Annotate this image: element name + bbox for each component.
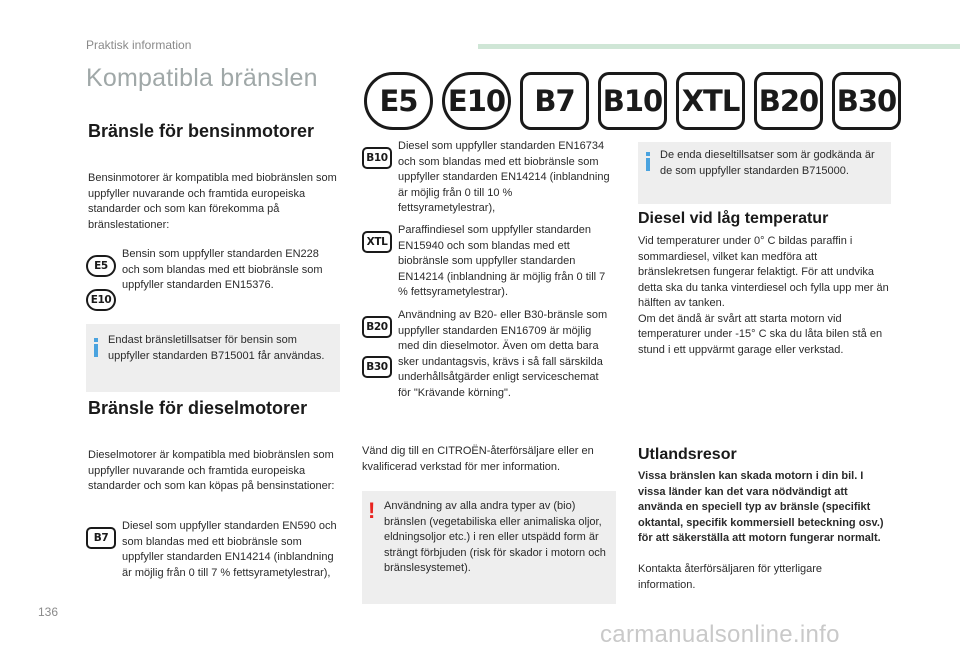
- low-temp-text: Vid temperaturer under 0° C bildas paraffin i sommardiesel, vilket kan medföra att bränslekretsen fungerar felaktigt. För att undvika detta ska du tanka vinterdiesel och fylla upp mer än hälften av tanken. Om det ändå är svårt att starta motorn vid temperaturer under -15° C ska du låta bilen stå en stund i ett uppvärmt garage eller verkstad.: [638, 235, 889, 356]
- diesel-additive-box: [638, 142, 891, 204]
- diesel-heading: Bränsle för dieselmotorer: [88, 398, 308, 418]
- diesel-additive-note: De enda dieseltillsatser som är godkända är de som uppfyller standarden B715000.: [660, 149, 875, 177]
- section-label: Praktisk information: [86, 38, 192, 52]
- fuel-badge-row: [364, 72, 901, 130]
- dealer-text: Vänd dig till en CITROËN-återförsäljare eller en kvalificerad verkstad för mer information.: [362, 445, 594, 473]
- diesel-b20-b30-text: Användning av B20- eller B30-bränsle som uppfyller standarden EN16709 är möjlig med din dieselmotor. Även om detta bara sker undantagsvis, krävs i så fall särskilda underhållsåtgärder enligt serviceschemat för "Krävande körning".: [398, 309, 608, 399]
- diesel-badge-b7: B7: [86, 527, 116, 549]
- petrol-heading: Bränsle för bensinmotorer: [88, 121, 315, 141]
- fuel-badge-e10: E10: [442, 72, 511, 130]
- info-icon: [646, 152, 650, 171]
- petrol-badge-e10: E10: [86, 289, 116, 311]
- petrol-badge-e5: E5: [86, 255, 116, 277]
- abroad-bold-text: Vissa bränslen kan skada motorn i din bil. I vissa länder kan det vara nödvändigt att använda en speciell typ av bränsle (specifikt oktantal, specifik kommersiell beteckning osv.) för att säkerställa att motorn fungerar normalt.: [638, 470, 884, 544]
- fuel-badge-b10: B10: [598, 72, 667, 130]
- diesel-b10-text: Diesel som uppfyller standarden EN16734 och som blandas med ett biobränsle som uppfyller standarden EN14214 (inblandning är möjlig från 0 till 10 % fettsyrametylestrar),: [398, 140, 610, 214]
- abroad-text: Kontakta återförsäljaren för ytterligare information.: [638, 563, 823, 591]
- fuel-badge-xtl: XTL: [676, 72, 745, 130]
- warning-box: [362, 491, 616, 604]
- diesel-xtl-text: Paraffindiesel som uppfyller standarden EN15940 och som blandas med ett biobränsle som uppfyller standarden EN14214 (inblandning är möjlig från 0 till 7 % fettsyrametylestrar).: [398, 224, 606, 298]
- fuel-badge-b7: B7: [520, 72, 589, 130]
- warning-icon: !: [368, 498, 376, 523]
- fuel-badge-e5: E5: [364, 72, 433, 130]
- petrol-spec: Bensin som uppfyller standarden EN228 och som blandas med ett biobränsle som uppfyller standarden EN15376.: [122, 248, 323, 291]
- abroad-heading: Utlandsresor: [638, 446, 737, 463]
- fuel-badge-b20: B20: [754, 72, 823, 130]
- header-accent-bar: [478, 44, 960, 49]
- warning-text: Användning av alla andra typer av (bio) bränslen (vegetabiliska eller animaliska oljor, eldningsoljor etc.) i ren eller utspädd form är strängt förbjuden (risk för skador i motorn och bränslesystemet).: [384, 500, 606, 574]
- diesel-badge-xtl: XTL: [362, 231, 392, 253]
- watermark: carmanualsonline.info: [600, 621, 840, 648]
- fuel-badge-b30: B30: [832, 72, 901, 130]
- diesel-badge-b30: B30: [362, 356, 392, 378]
- diesel-b7-text: Diesel som uppfyller standarden EN590 och som blandas med ett biobränsle som uppfyller standarden EN14214 (inblandning är möjlig från 0 till 7 % fettsyrametylestrar),: [122, 520, 337, 579]
- petrol-intro: Bensinmotorer är kompatibla med biobränslen som uppfyller nuvarande och framtida europeiska standarder och som kan förekomma på bränslestationer:: [88, 172, 337, 231]
- petrol-note: Endast bränsletillsatser för bensin som uppfyller standarden B715001 får användas.: [108, 334, 325, 362]
- info-icon: [94, 338, 98, 357]
- diesel-intro: Dieselmotorer är kompatibla med biobränslen som uppfyller nuvarande och framtida europeiska standarder och som kan köpas på bensinstationer:: [88, 449, 335, 492]
- page-number: 136: [38, 605, 59, 619]
- low-temp-heading: Diesel vid låg temperatur: [638, 210, 829, 227]
- diesel-badge-b10: B10: [362, 147, 392, 169]
- page-title: Kompatibla bränslen: [86, 64, 318, 92]
- petrol-note-box: [86, 324, 340, 392]
- diesel-badge-b20: B20: [362, 316, 392, 338]
